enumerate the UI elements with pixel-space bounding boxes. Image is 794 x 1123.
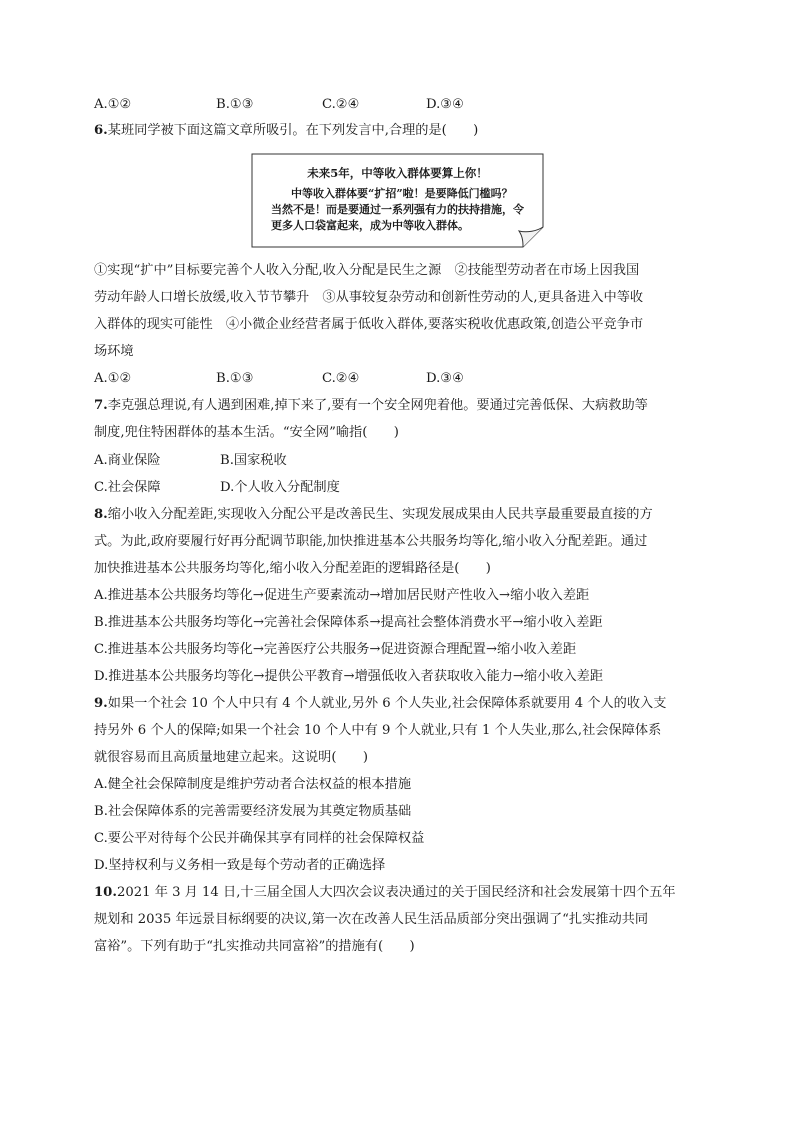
q8-stem-line: 式。为此,政府要履行好再分配调节职能,加快推进基本公共服务均等化,缩小收入分配差距。通过 (94, 534, 648, 549)
q5-option-c: C.②④ (322, 97, 360, 112)
q8-option-b: B.推进基本公共服务均等化→完善社会保障体系→提高社会整体消费水平→缩小收入差距 (94, 615, 603, 630)
q5-option-b: B.①③ (216, 97, 254, 112)
q9-stem (94, 695, 666, 713)
q7-option-b: B.国家税收 (220, 453, 287, 468)
q8-number: 8. (94, 507, 108, 522)
q8-option-d: D.推进基本公共服务均等化→提供公平教育→增强低收入者获取收入能力→缩小收入差距 (94, 669, 604, 684)
callout-line-1: 中等收入群体要“扩招”啦！是要降低门槛吗？ (291, 187, 513, 200)
q5-option-d: D.③④ (426, 97, 464, 112)
q6-statement-line: ①实现“扩中”目标要完善个人收入分配,收入分配是民生之源 ②技能型劳动者在市场上因我国 (94, 263, 640, 278)
callout-line-2: 当然不是！而是要通过一系列强有力的扶持措施，令 (271, 203, 524, 216)
q7-option-c: C.社会保障 (94, 480, 161, 495)
q8-option-a: A.推进基本公共服务均等化→促进生产要素流动→增加居民财产性收入→缩小收入差距 (94, 588, 590, 603)
q6-stem (94, 122, 478, 140)
q7-stem-line: 制度,兜住特困群体的基本生活。“安全网”喻指( ) (94, 425, 399, 440)
q9-option-d: D.坚持权利与义务相一致是每个劳动者的正确选择 (94, 858, 386, 873)
q9-option-a: A.健全社会保障制度是维护劳动者合法权益的根本措施 (94, 777, 412, 792)
q6-option-d: D.③④ (426, 371, 464, 386)
q10-number: 10. (94, 885, 117, 900)
q9-stem-text: 如果一个社会 10 个人中只有 4 个人就业,另外 6 个人失业,社会保障体系就要用 4 个人的收入支 (107, 696, 667, 711)
q10-stem-line: 富裕”。下列有助于“扎实推动共同富裕”的措施有( ) (94, 939, 415, 954)
q6-statement-line: 入群体的现实可能性 ④小微企业经营者属于低收入群体,要落实税收优惠政策,创造公平竞争市 (94, 317, 644, 332)
q7-option-a: A.商业保险 (94, 453, 161, 468)
callout-line-3: 更多人口袋富起来，成为中等收入群体。 (271, 219, 469, 232)
q6-option-b: B.①③ (216, 371, 254, 386)
q6-option-c: C.②④ (322, 371, 360, 386)
q9-stem-line: 持另外 6 个人的保障;如果一个社会 10 个人中有 9 个人就业,只有 1 个人失业,那么,社会保障体系 (94, 723, 662, 738)
q5-option-a: A.①② (94, 97, 132, 112)
q6-statement-line: 场环境 (94, 344, 134, 359)
q9-number: 9. (94, 696, 108, 711)
q8-option-c: C.推进基本公共服务均等化→完善医疗公共服务→促进资源合理配置→缩小收入差距 (94, 642, 577, 657)
callout-title: 未来5年，中等收入群体要算上你！ (307, 166, 488, 180)
q6-option-a: A.①② (94, 371, 132, 386)
q6-number: 6. (94, 123, 108, 138)
q9-option-c: C.要公平对待每个公民并确保其享有同样的社会保障权益 (94, 831, 425, 846)
q7-stem (94, 397, 648, 415)
q7-option-d: D.个人收入分配制度 (220, 480, 340, 495)
q10-stem-line: 规划和 2035 年远景目标纲要的决议,第一次在改善人民生活品质部分突出强调了“扎实推动共同 (94, 912, 649, 927)
q7-stem-text: 李克强总理说,有人遇到困难,掉下来了,要有一个安全网兜着他。要通过完善低保、大病救助等 (107, 398, 648, 413)
q10-stem-text: 2021 年 3 月 14 日,十三届全国人大四次会议表决通过的关于国民经济和社会发展第十四个五年 (116, 885, 676, 900)
q9-option-b: B.社会保障体系的完善需要经济发展为其奠定物质基础 (94, 804, 412, 819)
q6-stem-text: 某班同学被下面这篇文章所吸引。在下列发言中,合理的是( ) (107, 123, 479, 138)
q8-stem (94, 506, 653, 524)
q10-stem (94, 884, 676, 902)
callout-body (271, 186, 533, 234)
q6-statement-line: 劳动年龄人口增长放缓,收入节节攀升 ③从事较复杂劳动和创新性劳动的人,更具备进入中等收 (94, 290, 644, 305)
q8-stem-line: 加快推进基本公共服务均等化,缩小收入分配差距的逻辑路径是( ) (94, 561, 491, 576)
q8-stem-text: 缩小收入分配差距,实现收入分配公平是改善民生、实现发展成果由人民共享最重要最直接的方 (107, 507, 653, 522)
q6-article-callout (251, 153, 544, 247)
q7-number: 7. (94, 398, 108, 413)
q9-stem-line: 就很容易而且高质量地建立起来。这说明( ) (94, 750, 369, 765)
